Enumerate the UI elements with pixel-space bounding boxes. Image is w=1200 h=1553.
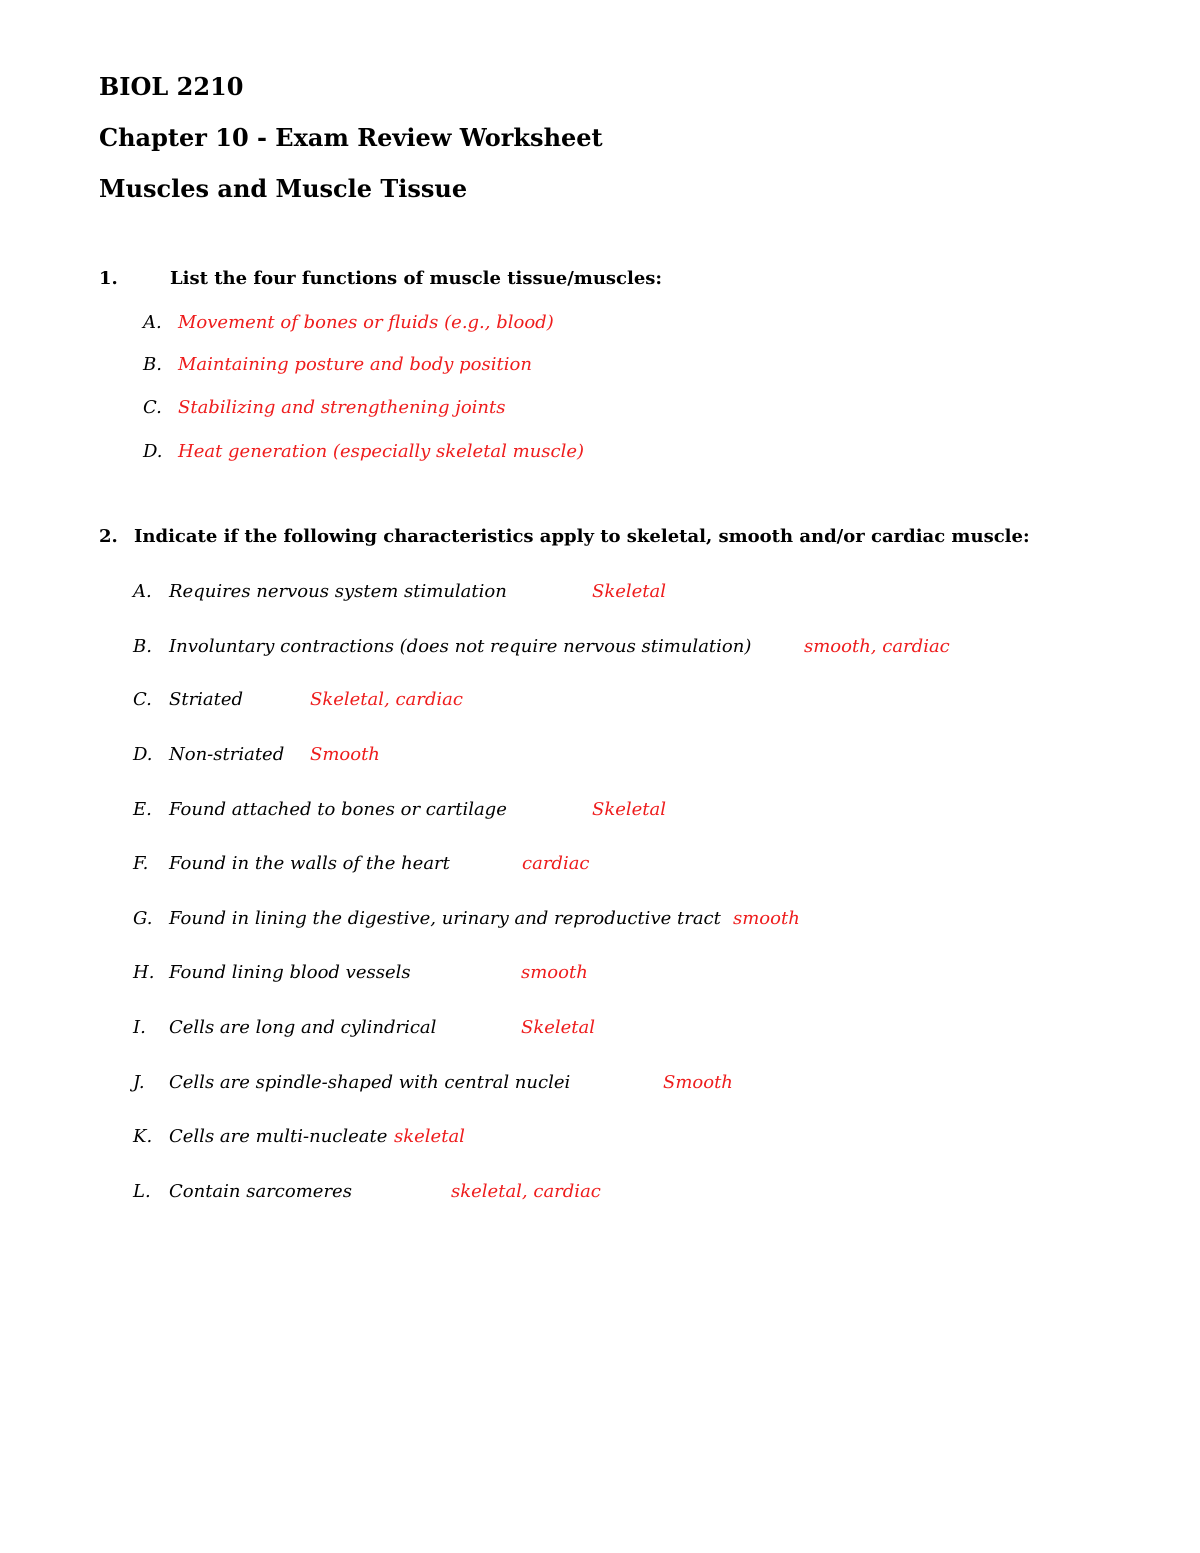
q2-item-f-letter: F. — [133, 853, 149, 874]
q2-item-g-letter: G. — [133, 908, 153, 929]
q2-item-j-letter: J. — [133, 1072, 145, 1093]
topic-title: Muscles and Muscle Tissue — [99, 174, 468, 203]
q2-item-j-prompt: Cells are spindle-shaped with central nuclei — [169, 1072, 571, 1093]
q1-item-a-letter: A. — [143, 312, 162, 333]
q2-item-h-answer: smooth — [521, 962, 588, 983]
q2-item-h-letter: H. — [133, 962, 155, 983]
q1-item-a-answer: Movement of bones or fluids (e.g., blood) — [178, 312, 554, 333]
q1-item-b-answer: Maintaining posture and body position — [178, 354, 532, 375]
q1-item-c-answer: Stabilizing and strengthening joints — [178, 397, 506, 418]
course-title: BIOL 2210 — [99, 72, 244, 101]
q2-item-e-answer: Skeletal — [592, 799, 667, 820]
q2-item-g-prompt: Found in lining the digestive, urinary and reproductive tract — [169, 908, 721, 929]
q2-item-l-answer: skeletal, cardiac — [451, 1181, 601, 1202]
q1-item-d-letter: D. — [143, 441, 163, 462]
q1-item-b-letter: B. — [143, 354, 162, 375]
q2-item-d-prompt: Non-striated — [169, 744, 285, 765]
q2-item-c-letter: C. — [133, 689, 152, 710]
q2-item-h-prompt: Found lining blood vessels — [169, 962, 411, 983]
q2-item-e-letter: E. — [133, 799, 152, 820]
q2-item-i-prompt: Cells are long and cylindrical — [169, 1017, 437, 1038]
q2-item-c-prompt: Striated — [169, 689, 244, 710]
q2-item-i-answer: Skeletal — [521, 1017, 596, 1038]
q2-item-f-answer: cardiac — [522, 853, 590, 874]
q2-item-l-letter: L. — [133, 1181, 151, 1202]
q2-item-j-answer: Smooth — [663, 1072, 733, 1093]
q2-item-g-answer: smooth — [733, 908, 800, 929]
q2-item-a-letter: A. — [133, 581, 152, 602]
q2-item-k-prompt: Cells are multi-nucleate — [169, 1126, 388, 1147]
q2-item-l-prompt: Contain sarcomeres — [169, 1181, 352, 1202]
q1-item-d-answer: Heat generation (especially skeletal muscle) — [178, 441, 585, 462]
q2-item-a-answer: Skeletal — [592, 581, 667, 602]
q2-item-a-prompt: Requires nervous system stimulation — [169, 581, 507, 602]
q2-item-d-answer: Smooth — [310, 744, 380, 765]
q2-item-k-answer: skeletal — [394, 1126, 465, 1147]
q2-item-b-letter: B. — [133, 636, 152, 657]
q2-item-d-letter: D. — [133, 744, 153, 765]
q2-item-f-prompt: Found in the walls of the heart — [169, 853, 450, 874]
q2-item-b-prompt: Involuntary contractions (does not require nervous stimulation) — [169, 636, 752, 657]
question-2-text: Indicate if the following characteristics apply to skeletal, smooth and/or cardiac muscle: — [134, 526, 1030, 547]
q1-item-c-letter: C. — [143, 397, 162, 418]
question-1-number: 1. — [99, 268, 118, 289]
question-1-text: List the four functions of muscle tissue/muscles: — [170, 268, 663, 289]
question-2-number: 2. — [99, 526, 118, 547]
q2-item-i-letter: I. — [133, 1017, 146, 1038]
chapter-title: Chapter 10 - Exam Review Worksheet — [99, 123, 603, 152]
q2-item-e-prompt: Found attached to bones or cartilage — [169, 799, 507, 820]
q2-item-k-letter: K. — [133, 1126, 153, 1147]
q2-item-c-answer: Skeletal, cardiac — [310, 689, 463, 710]
q2-item-b-answer: smooth, cardiac — [804, 636, 950, 657]
